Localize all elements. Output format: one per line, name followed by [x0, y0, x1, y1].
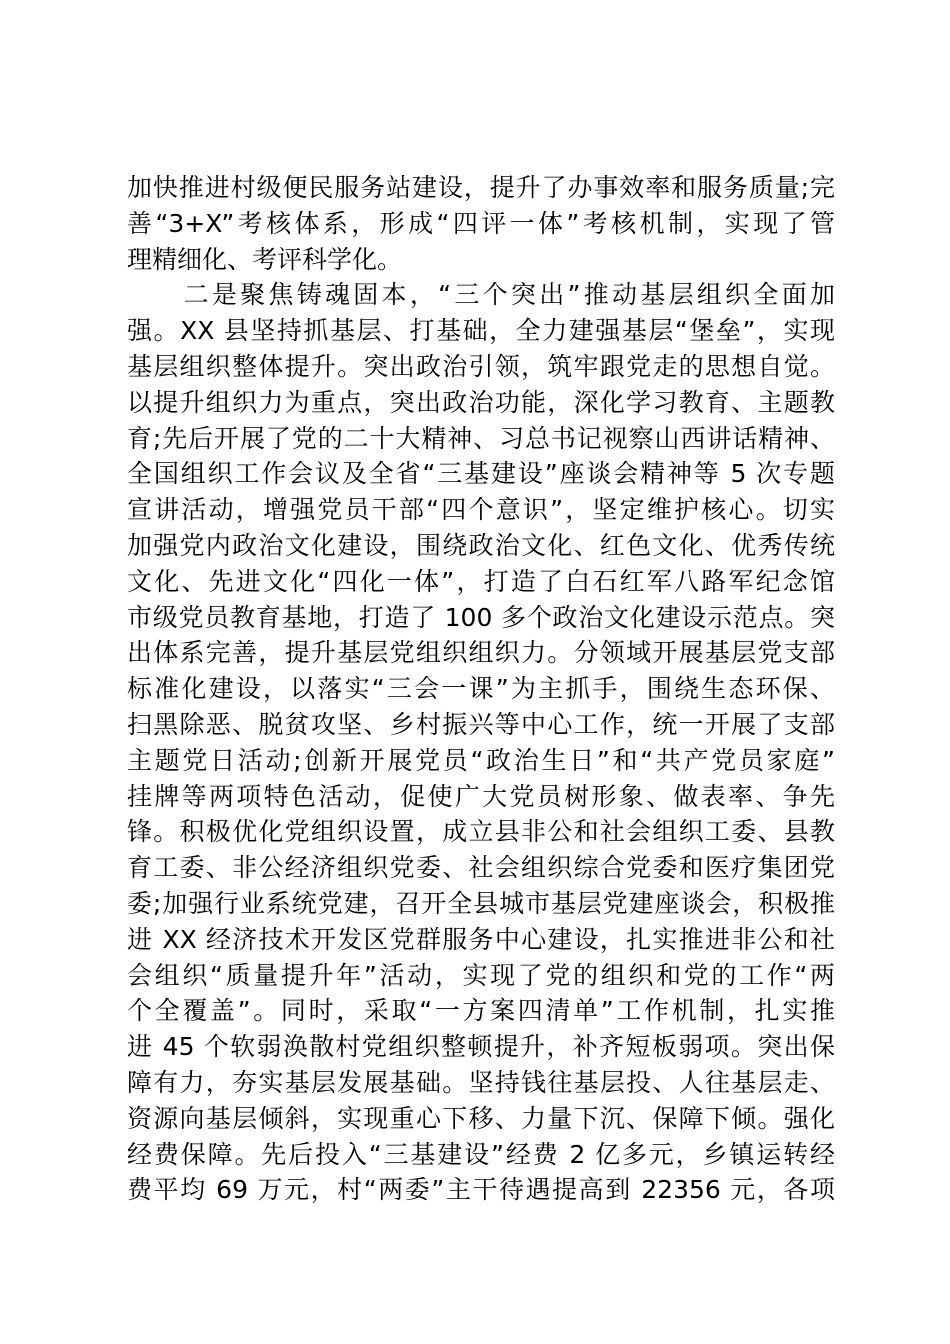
text-line: 二是聚焦铸魂固本，“三个突出”推动基层组织全面加	[127, 280, 835, 310]
text-line: 强。XX 县坚持抓基层、打基础，全力建强基层“堡垒”，实现	[127, 316, 835, 346]
text-line: 出体系完善，提升基层党组织组织力。分领域开展基层党支部	[127, 638, 835, 668]
text-line: 委;加强行业系统党建，召开全县城市基层党建座谈会，积极推	[127, 888, 835, 918]
text-line: 以提升组织力为重点，突出政治功能，深化学习教育、主题教	[127, 387, 835, 417]
text-line: 资源向基层倾斜，实现重心下移、力量下沉、保障下倾。强化	[127, 1103, 835, 1133]
body-text	[127, 170, 835, 1208]
text-line: 进 45 个软弱涣散村党组织整顿提升，补齐短板弱项。突出保	[127, 1032, 835, 1062]
text-line: 全国组织工作会议及全省“三基建设”座谈会精神等 5 次专题	[127, 459, 835, 489]
text-line: 善“3+X”考核体系，形成“四评一体”考核机制，实现了管	[127, 208, 835, 238]
text-line: 锋。积极优化党组织设置，成立县非公和社会组织工委、县教	[127, 817, 835, 847]
text-line: 基层组织整体提升。突出政治引领，筑牢跟党走的思想自觉。	[127, 351, 835, 381]
text-line: 会组织“质量提升年”活动，实现了党的组织和党的工作“两	[127, 960, 835, 990]
text-line: 挂牌等两项特色活动，促使广大党员树形象、做表率、争先	[127, 781, 835, 811]
text-line: 扫黑除恶、脱贫攻坚、乡村振兴等中心工作，统一开展了支部	[127, 709, 835, 739]
text-line: 经费保障。先后投入“三基建设”经费 2 亿多元，乡镇运转经	[127, 1139, 835, 1169]
text-line: 个全覆盖”。同时，采取“一方案四清单”工作机制，扎实推	[127, 996, 835, 1026]
text-line: 育工委、非公经济组织党委、社会组织综合党委和医疗集团党	[127, 853, 835, 883]
text-line: 文化、先进文化“四化一体”，打造了白石红军八路军纪念馆	[127, 566, 835, 596]
text-line: 宣讲活动，增强党员干部“四个意识”，坚定维护核心。切实	[127, 495, 835, 525]
text-line: 主题党日活动;创新开展党员“政治生日”和“共产党员家庭”	[127, 745, 835, 775]
text-line: 加快推进村级便民服务站建设，提升了办事效率和服务质量;完	[127, 173, 835, 202]
text-line: 加强党内政治文化建设，围绕政治文化、红色文化、优秀传统	[127, 530, 835, 560]
text-line: 育;先后开展了党的二十大精神、习总书记视察山西讲话精神、	[127, 423, 835, 453]
text-line: 市级党员教育基地，打造了 100 多个政治文化建设示范点。突	[127, 602, 835, 632]
text-line: 进 XX 经济技术开发区党群服务中心建设，扎实推进非公和社	[127, 924, 835, 954]
text-line: 理精细化、考评科学化。	[127, 244, 403, 274]
text-line: 费平均 69 万元，村“两委”主干待遇提高到 22356 元，各项	[127, 1175, 835, 1205]
text-line: 标准化建设，以落实“三会一课”为主抓手，围绕生态环保、	[127, 674, 835, 704]
text-line: 障有力，夯实基层发展基础。坚持钱往基层投、人往基层走、	[127, 1067, 835, 1097]
